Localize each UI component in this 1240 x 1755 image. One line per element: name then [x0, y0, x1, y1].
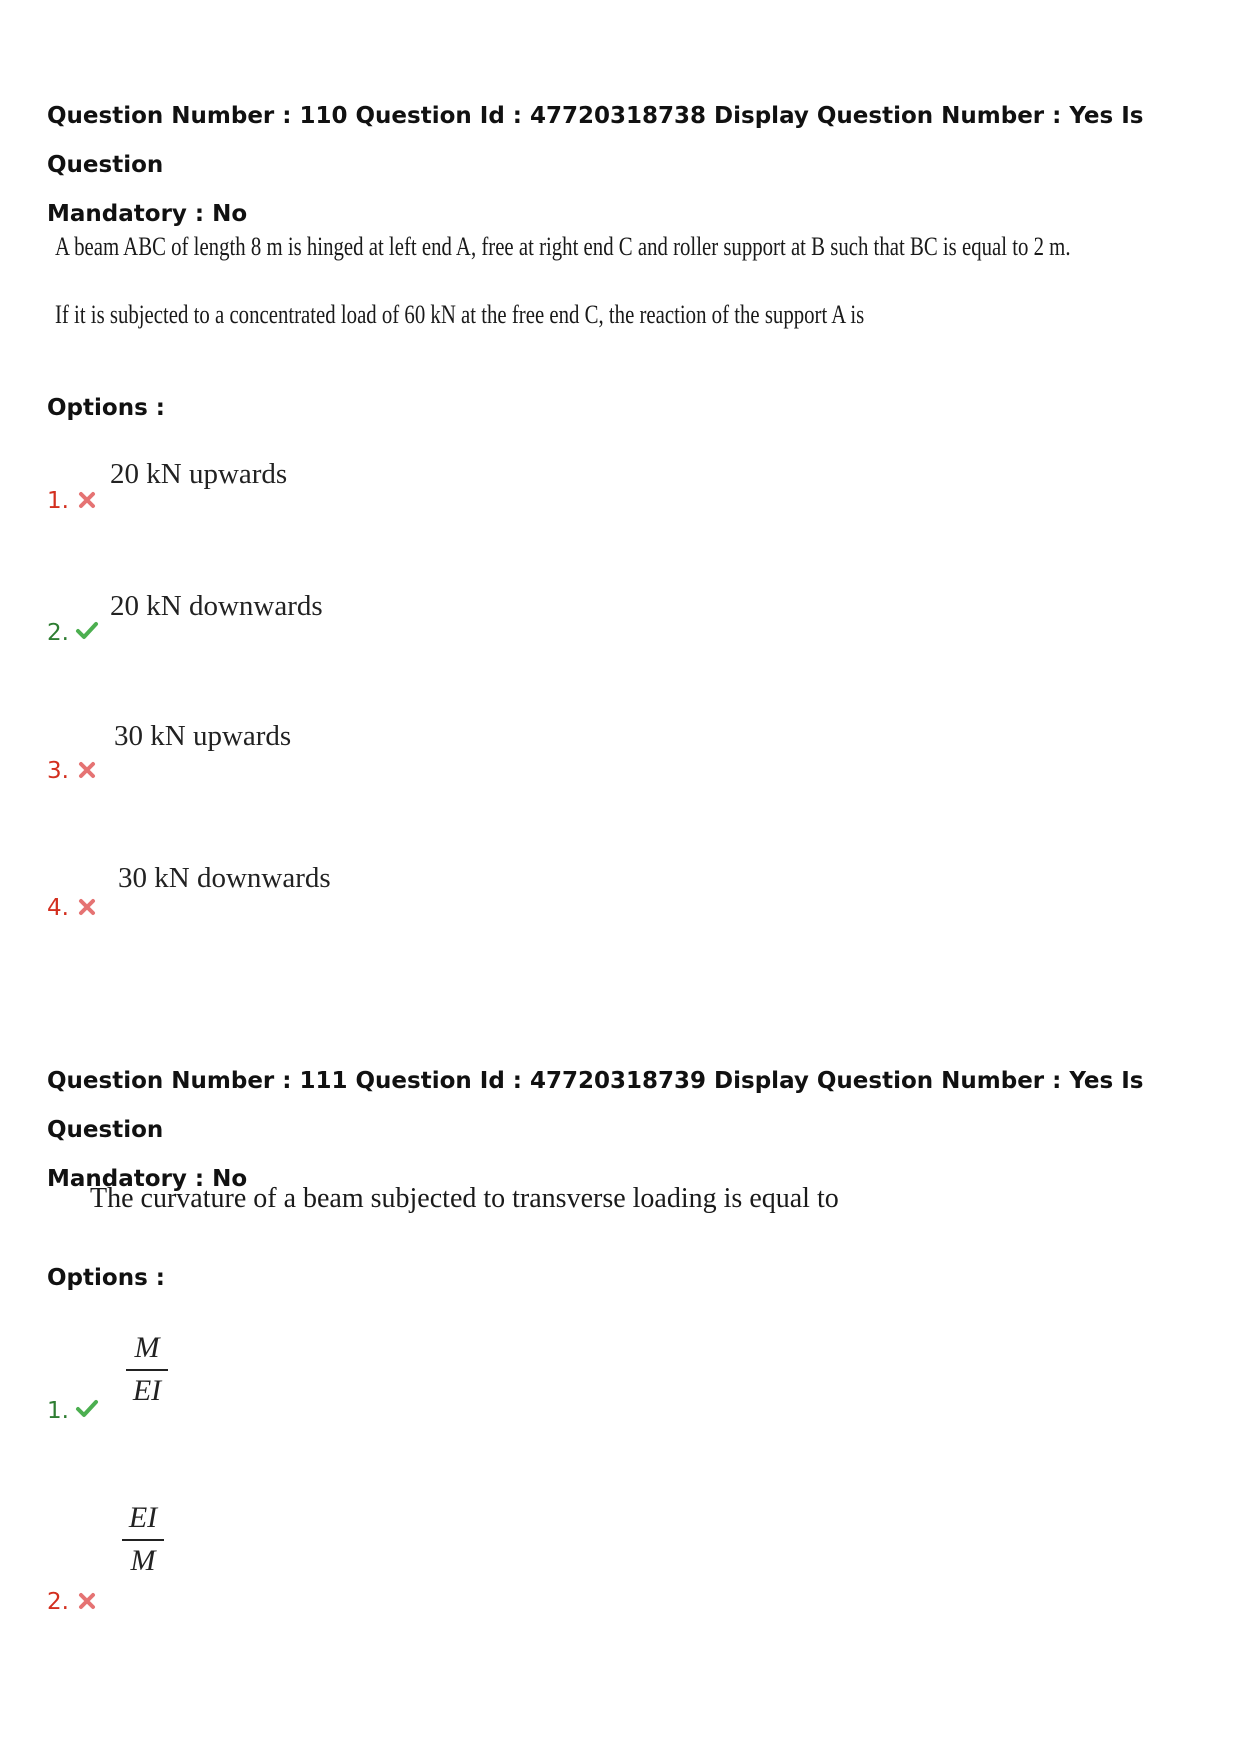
question-header-line2: Mandatory : No	[47, 1166, 248, 1192]
cross-icon	[77, 1591, 97, 1611]
question-header-line1: Question Number : 111 Question Id : 47720318739 Display Question Number : Yes Is Question	[47, 1068, 1144, 1143]
check-icon	[75, 1398, 99, 1418]
question-text-line2: If it is subjected to a concentrated load of 60 kN at the free end C, the reaction of the support A is	[55, 300, 865, 329]
options-label: Options :	[47, 395, 165, 421]
option-number: 4.	[47, 895, 69, 921]
cross-icon	[77, 760, 97, 780]
fraction-numerator: M	[134, 1331, 160, 1364]
question-header-line2: Mandatory : No	[47, 201, 248, 227]
options-label: Options :	[47, 1265, 165, 1291]
cross-icon	[77, 897, 97, 917]
fraction-numerator: EI	[128, 1501, 158, 1534]
fraction-m-over-ei	[126, 1330, 168, 1409]
option-text: 30 kN downwards	[118, 862, 331, 894]
option-text: 30 kN upwards	[114, 720, 292, 752]
fraction-denominator: M	[130, 1544, 156, 1577]
fraction-bar	[126, 1369, 168, 1371]
question-110-header	[47, 92, 1207, 239]
fraction-bar	[122, 1539, 164, 1541]
option-number: 1.	[47, 488, 69, 514]
option-number: 1.	[47, 1398, 69, 1424]
question-text: The curvature of a beam subjected to transverse loading is equal to	[90, 1183, 839, 1214]
fraction-ei-over-m	[122, 1500, 164, 1579]
cross-icon	[77, 490, 97, 510]
option-text: 20 kN upwards	[110, 458, 288, 490]
question-text-line1: A beam ABC of length 8 m is hinged at left end A, free at right end C and roller support at B such that BC is equal to 2 m.	[55, 232, 1071, 261]
check-icon	[75, 620, 99, 640]
question-111-header	[47, 1057, 1207, 1204]
option-number: 2.	[47, 620, 69, 646]
option-text: 20 kN downwards	[110, 590, 323, 622]
option-number: 2.	[47, 1589, 69, 1615]
option-number: 3.	[47, 758, 69, 784]
fraction-denominator: EI	[132, 1374, 162, 1407]
question-header-line1: Question Number : 110 Question Id : 47720318738 Display Question Number : Yes Is Question	[47, 103, 1144, 178]
